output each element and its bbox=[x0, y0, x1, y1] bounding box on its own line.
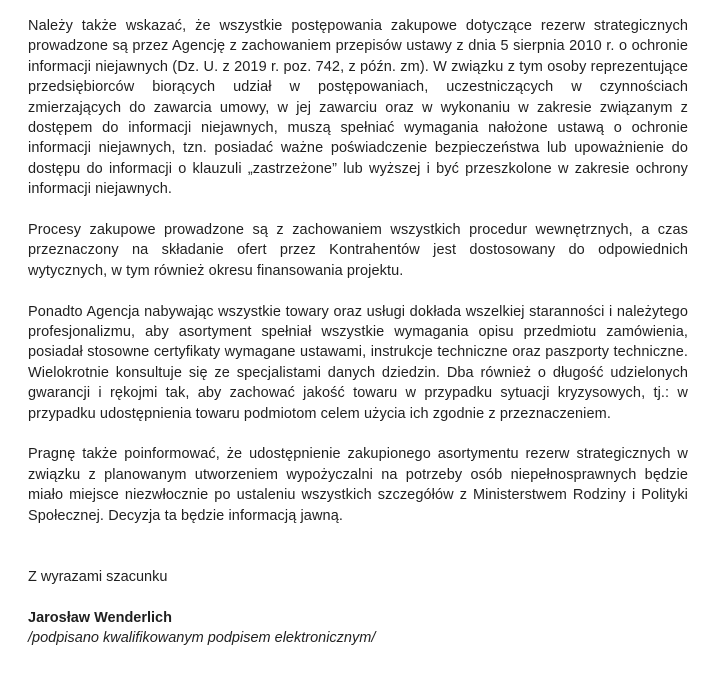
paragraph-rental-plans: Pragnę także poinformować, że udostępnienie zakupionego asortymentu rezerw strategicznych w związku z planowanym utworzeniem wypożyczalni na potrzeby osób niepełnosprawnych będzie miało miejsce niezwłocznie po ustaleniu wszystkich szczegółów z Ministerstwem Rodziny i Polityki Społecznej. Decyzja ta będzie informacją jawną. bbox=[28, 446, 688, 524]
paragraph-quality-assurance: Ponadto Agencja nabywając wszystkie towary oraz usługi dokłada wszelkiej staranności i należytego profesjonalizmu, aby asortyment spełniał wszystkie wymagania opisu przedmiotu zamówienia, posiadał stosowne certyfikaty wymagane ustawami, instrukcje techniczne oraz paszporty techniczne. Wielokrotnie konsultuje się ze specjalistami danych dziedzin. Dba również o długość udzielonych gwarancji i rękojmi tak, aby zachować jakość towaru w przypadku sytuacji kryzysowych, tj.: w przypadku udostępnienia towaru podmiotom celem użycia ich zgodnie z przeznaczeniem. bbox=[28, 303, 688, 422]
paragraph-procurement-procedures: Procesy zakupowe prowadzone są z zachowaniem wszystkich procedur wewnętrznych, a czas przeznaczony na składanie ofert przez Kontrahentów jest dostosowany do odpowiednich wytycznych, w tym również okresu finansowania projektu. bbox=[28, 222, 688, 279]
signature-electronic-note: /podpisano kwalifikowanym podpisem elektronicznym/ bbox=[28, 630, 376, 647]
paragraph-security-clearance: Należy także wskazać, że wszystkie postępowania zakupowe dotyczące rezerw strategicznych prowadzone są przez Agencję z zachowaniem przepisów ustawy z dnia 5 sierpnia 2010 r. o ochronie informacji niejawnych (Dz. U. z 2019 r. poz. 742, z późn. zm). W związku z tym osoby reprezentujące przedsiębiorców biorących udział w postępowaniach, uczestniczących w czynnościach zmierzających do zawarcia umowy, w jej zawarciu oraz w wykonaniu w zakresie związanym z dostępem do informacji niejawnych, muszą spełniać wymagania nałożone ustawą o ochronie informacji niejawnych, tzn. posiadać ważne poświadczenie bezpieczeństwa lub upoważnienie do dostępu do informacji o klauzuli „zastrzeżone” lub wyższej i być przeszkolone w zakresie ochrony informacji niejawnych. bbox=[28, 18, 688, 198]
signature-name: Jarosław Wenderlich bbox=[28, 609, 172, 626]
closing-salutation: Z wyrazami szacunku bbox=[28, 568, 168, 585]
